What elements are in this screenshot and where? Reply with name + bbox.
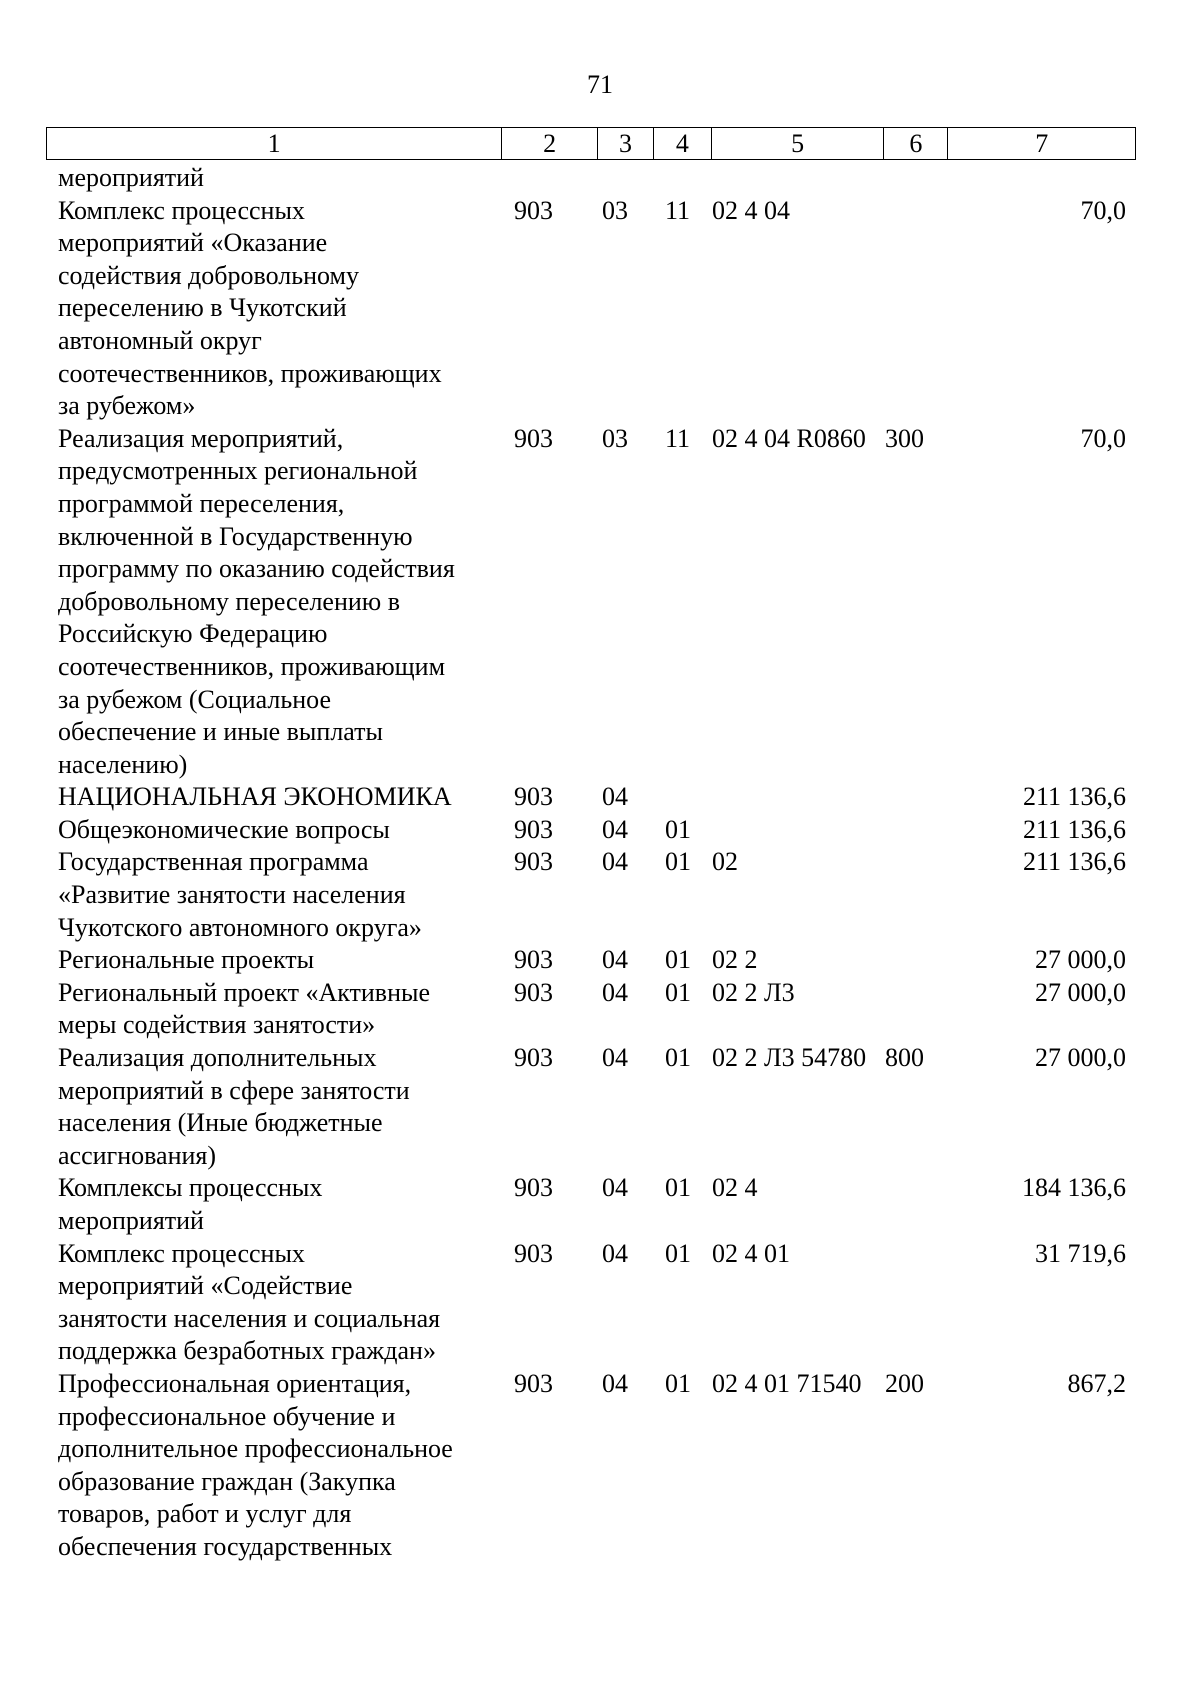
row-col-7: 211 136,6: [1022, 847, 1126, 877]
row-col-5: 02 4 04: [712, 195, 790, 225]
row-col-2: 903: [514, 423, 553, 453]
row-col-2: 903: [514, 977, 553, 1007]
row-col-5: [712, 162, 885, 195]
row-col-3: 03: [602, 195, 628, 225]
row-col-3: 04: [602, 814, 628, 844]
row-col-3: 04: [602, 782, 628, 812]
header-col-4: 4: [654, 128, 712, 159]
row-col-4: 11: [665, 195, 691, 225]
table-header: [46, 127, 1136, 160]
header-col-5: 5: [712, 128, 885, 159]
row-name: Реализация мероприятий, предусмотренных региональной программой переселения, включенной в Государственную программу по оказанию содействия добровольному переселению в Российскую Федерацию соотечественников, проживающим за рубежом (Социальное обеспечение и иные выплаты населению): [58, 423, 455, 779]
table-row: [46, 195, 1136, 423]
header-col-7: 7: [1035, 128, 1049, 158]
row-col-6: [885, 195, 949, 423]
row-col-5: 02: [712, 847, 738, 877]
row-col-4: [654, 162, 712, 195]
row-col-5: 02 4 04 R0860: [712, 423, 866, 453]
row-col-7: 184 136,6: [1022, 1173, 1126, 1203]
table-row: [46, 781, 1136, 814]
row-col-7: 867,2: [1067, 1368, 1126, 1398]
table-row: [46, 1042, 1136, 1172]
row-col-6: [885, 944, 949, 977]
row-col-6: 300: [885, 423, 924, 453]
header-col-2: 2: [502, 128, 598, 159]
row-name: НАЦИОНАЛЬНАЯ ЭКОНОМИКА: [58, 782, 452, 812]
row-name: Комплекс процессных мероприятий «Содействие занятости населения и социальная поддержка безработных граждан»: [58, 1238, 441, 1366]
row-col-4: 01: [665, 1043, 691, 1073]
table-row: [46, 846, 1136, 944]
row-col-5: 02 4 01: [712, 1238, 790, 1268]
row-col-6: [885, 1238, 949, 1368]
row-col-2: 903: [514, 1043, 553, 1073]
table-body: [46, 162, 1136, 1564]
row-col-3: 04: [602, 1173, 628, 1203]
row-col-4: 01: [665, 945, 691, 975]
row-col-7: 211 136,6: [1022, 814, 1126, 844]
row-col-6: [885, 162, 949, 195]
row-col-6: 200: [885, 1368, 924, 1398]
table-row: [46, 1368, 1136, 1564]
row-col-2: 903: [514, 1173, 553, 1203]
table-row: [46, 944, 1136, 977]
row-name: Реализация дополнительных мероприятий в сфере занятости населения (Иные бюджетные ассигнования): [58, 1043, 410, 1170]
row-col-5: [712, 814, 885, 847]
row-name: Общеэкономические вопросы: [58, 814, 390, 844]
row-col-3: 04: [602, 1368, 628, 1398]
table-row: [46, 814, 1136, 847]
row-col-2: 903: [514, 847, 553, 877]
row-col-7: 27 000,0: [1035, 977, 1126, 1007]
row-col-4: 01: [665, 847, 691, 877]
row-col-7: 211 136,6: [1022, 782, 1126, 812]
row-col-5: 02 2 Л3: [712, 977, 795, 1007]
row-col-4: 11: [665, 423, 691, 453]
row-col-7: 70,0: [1080, 195, 1126, 225]
table-row: [46, 1172, 1136, 1237]
table-row: [46, 162, 1136, 195]
row-name: Региональный проект «Активные меры содействия занятости»: [58, 977, 431, 1040]
row-col-6: [885, 781, 949, 814]
row-col-5: 02 2: [712, 945, 758, 975]
table-row: [46, 1238, 1136, 1368]
row-col-7: 27 000,0: [1035, 1043, 1126, 1073]
page-number: 71: [587, 70, 613, 99]
row-name: Государственная программа «Развитие занятости населения Чукотского автономного округа»: [58, 847, 422, 942]
row-col-2: 903: [514, 1368, 553, 1398]
row-name: Профессиональная ориентация, профессиональное обучение и дополнительное профессиональное образование граждан (Закупка товаров, работ и услуг для обеспечения государственных: [58, 1368, 453, 1561]
row-col-3: 03: [602, 423, 628, 453]
table-row: [46, 977, 1136, 1042]
row-col-7: 27 000,0: [1035, 945, 1126, 975]
header-col-1: 1: [47, 128, 502, 159]
row-col-3: 04: [602, 847, 628, 877]
header-col-6: 6: [884, 128, 948, 159]
row-col-5: 02 4: [712, 1173, 758, 1203]
row-col-6: [885, 1172, 949, 1237]
row-col-2: [502, 162, 598, 195]
row-col-4: 01: [665, 1238, 691, 1268]
row-col-5: 02 4 01 71540: [712, 1368, 862, 1398]
header-col-3: 3: [598, 128, 654, 159]
row-col-3: [598, 162, 654, 195]
row-col-2: 903: [514, 782, 553, 812]
row-name: Комплекс процессных мероприятий «Оказание содействия добровольному переселению в Чукотский автономный округ соотечественников, проживающих за рубежом»: [58, 195, 442, 421]
row-name: Региональные проекты: [58, 945, 315, 975]
row-col-6: [885, 814, 949, 847]
row-col-4: 01: [665, 1368, 691, 1398]
row-col-3: 04: [602, 1238, 628, 1268]
row-col-4: 01: [665, 1173, 691, 1203]
row-col-7: 31 719,6: [1035, 1238, 1126, 1268]
row-col-2: 903: [514, 1238, 553, 1268]
row-col-6: [885, 846, 949, 944]
row-name: Комплексы процессных мероприятий: [58, 1173, 323, 1235]
row-col-4: [654, 781, 712, 814]
row-col-6: [885, 977, 949, 1042]
row-col-3: 04: [602, 977, 628, 1007]
row-col-7: 70,0: [1080, 423, 1126, 453]
row-col-3: 04: [602, 1043, 628, 1073]
row-col-7: [949, 162, 1136, 195]
row-col-2: 903: [514, 814, 553, 844]
row-col-3: 04: [602, 945, 628, 975]
row-col-6: 800: [885, 1043, 924, 1073]
row-col-2: 903: [514, 195, 553, 225]
table-row: [46, 423, 1136, 782]
row-col-4: 01: [665, 814, 691, 844]
row-name: мероприятий: [58, 163, 204, 192]
row-col-5: 02 2 Л3 54780: [712, 1043, 867, 1073]
row-col-5: [712, 781, 885, 814]
row-col-4: 01: [665, 977, 691, 1007]
row-col-2: 903: [514, 945, 553, 975]
